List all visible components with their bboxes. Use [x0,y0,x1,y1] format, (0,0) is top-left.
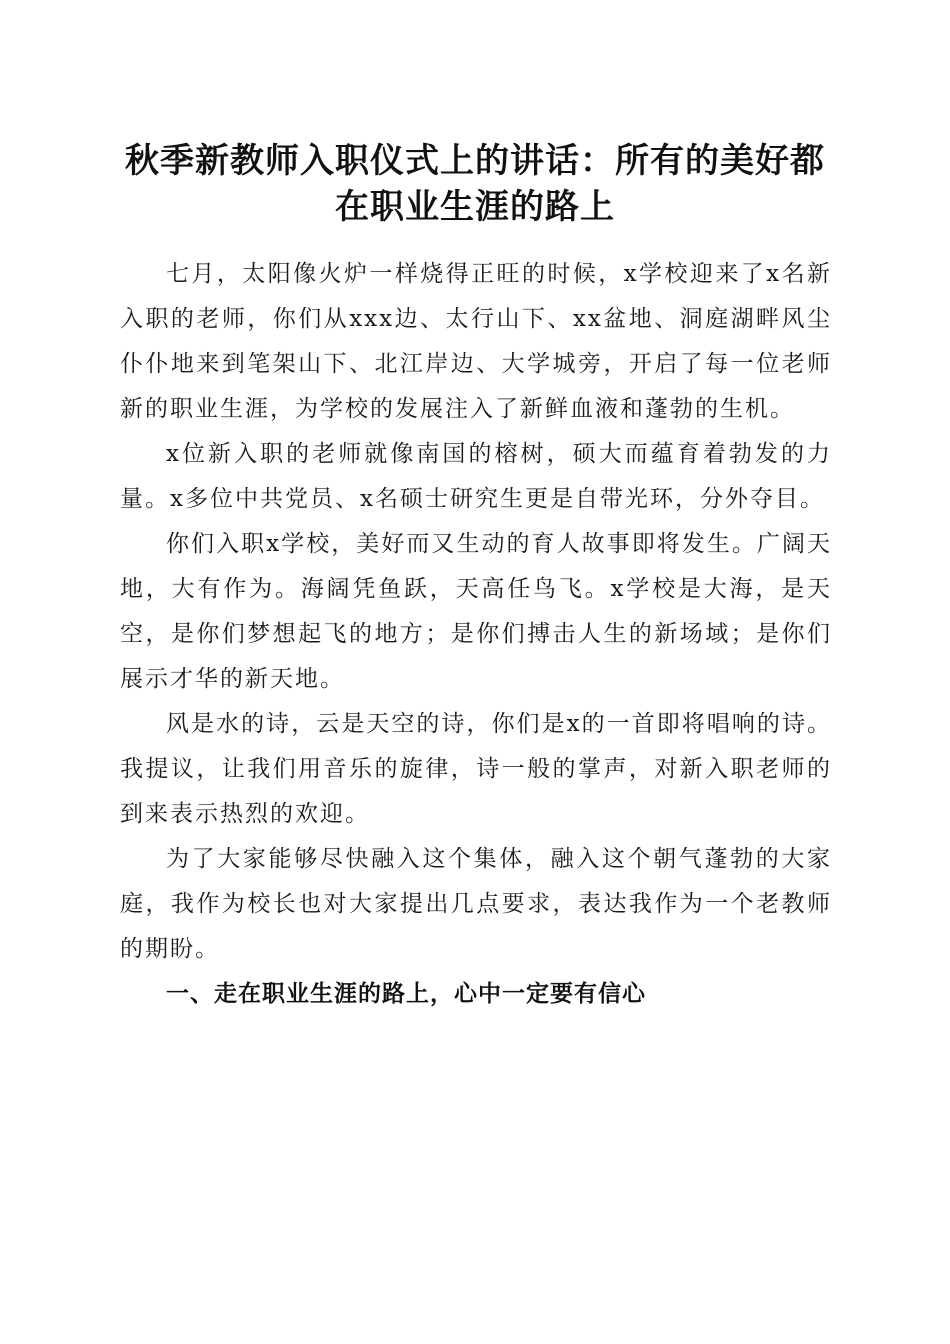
document-body [120,252,832,1017]
paragraph-2: x位新入职的老师就像南国的榕树，硕大而蕴育着勃发的力量。x多位中共党员、x名硕士研究生更是自带光环，分外夺目。 [120,441,832,512]
paragraph-5: 为了大家能够尽快融入这个集体，融入这个朝气蓬勃的大家庭，我作为校长也对大家提出几点要求，表达我作为一个老教师的期盼。 [120,846,832,962]
paragraph-3: 你们入职x学校，美好而又生动的育人故事即将发生。广阔天地，大有作为。海阔凭鱼跃，天高任鸟飞。x学校是大海，是天空，是你们梦想起飞的地方；是你们搏击人生的新场域；是你们展示才华的新天地。 [120,531,832,692]
document-title [100,138,850,230]
section-heading: 一、走在职业生涯的路上，心中一定要有信心 [166,981,646,1007]
paragraph-4: 风是水的诗，云是天空的诗，你们是x的一首即将唱响的诗。我提议，让我们用音乐的旋律，诗一般的掌声，对新入职老师的到来表示热烈的欢迎。 [120,711,832,827]
paragraph-1: 七月，太阳像火炉一样烧得正旺的时候，x学校迎来了x名新入职的老师，你们从xxx边、太行山下、xx盆地、洞庭湖畔风尘仆仆地来到笔架山下、北江岸边、大学城旁，开启了每一位老师新的职业生涯，为学校的发展注入了新鲜血液和蓬勃的生机。 [120,261,832,422]
title-line-1: 秋季新教师入职仪式上的讲话：所有的美好都 [125,141,825,181]
title-line-2: 在职业生涯的路上 [335,187,615,227]
